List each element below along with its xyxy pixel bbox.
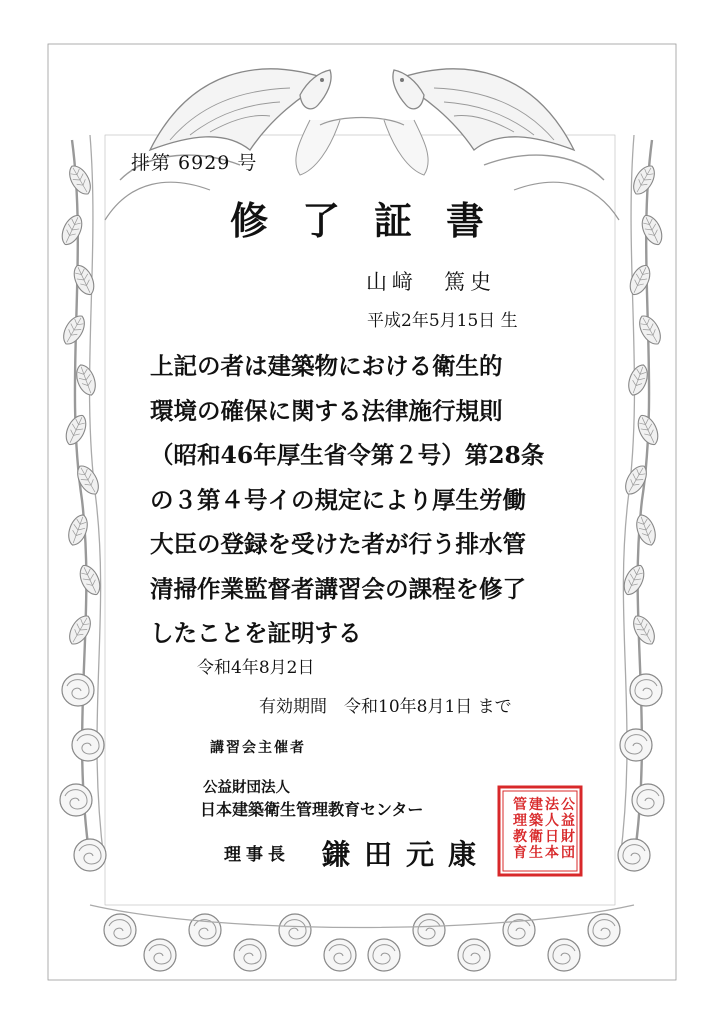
signer-name: 鎌田元康 xyxy=(322,838,491,871)
birth-date: 平成2年5月15日 生 xyxy=(367,311,518,331)
svg-text:財: 財 xyxy=(561,829,575,845)
certificate-number: 排第 6929 号 xyxy=(131,152,258,174)
signer-title: 理事長 xyxy=(224,845,290,865)
svg-text:本: 本 xyxy=(545,845,559,861)
issue-date: 令和4年8月2日 xyxy=(197,658,315,678)
svg-text:理: 理 xyxy=(513,813,527,829)
body-line: 環境の確保に関する法律施行規則 xyxy=(150,396,503,425)
svg-text:法: 法 xyxy=(545,797,559,813)
organizer-label: 講習会主催者 xyxy=(210,740,306,756)
svg-text:管: 管 xyxy=(513,797,527,813)
svg-text:益: 益 xyxy=(561,813,575,829)
svg-text:建: 建 xyxy=(529,797,543,813)
svg-text:築: 築 xyxy=(529,813,543,829)
body-line: （昭和46年厚生省令第２号）第28条 xyxy=(150,441,545,469)
recipient-name: 山﨑 篤史 xyxy=(366,270,496,294)
certificate-title: 修了証書 xyxy=(230,198,519,243)
official-seal xyxy=(497,785,583,877)
svg-text:団: 団 xyxy=(561,845,575,861)
body-line: 大臣の登録を受けた者が行う排水管 xyxy=(150,530,526,558)
validity-period: 有効期間 令和10年8月1日 まで xyxy=(259,697,512,717)
certificate-body xyxy=(150,344,590,656)
body-line: 上記の者は建築物における衛生的 xyxy=(150,352,503,380)
body-line: したことを証明する xyxy=(150,619,362,647)
svg-text:衛: 衛 xyxy=(529,829,543,845)
organization-name: 日本建築衛生管理教育センター xyxy=(200,800,424,819)
svg-text:公: 公 xyxy=(561,797,575,813)
svg-text:日: 日 xyxy=(545,829,559,845)
body-line: 清掃作業監督者講習会の課程を修了 xyxy=(150,574,526,603)
svg-text:育: 育 xyxy=(513,845,527,861)
svg-text:人: 人 xyxy=(545,813,559,829)
body-line: の３第４号イの規定により厚生労働 xyxy=(150,485,526,514)
organization-type: 公益財団法人 xyxy=(203,779,290,796)
svg-text:生: 生 xyxy=(529,845,543,861)
svg-text:教: 教 xyxy=(513,829,527,845)
